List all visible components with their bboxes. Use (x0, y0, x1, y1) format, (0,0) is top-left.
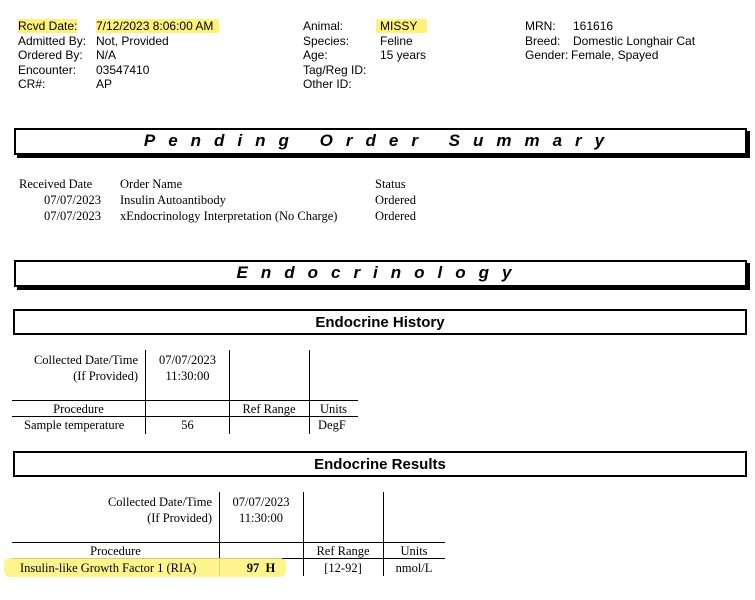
mrn-value: 161616 (573, 19, 614, 33)
rcvd-date-value: 7/12/2023 8:06:00 AM (96, 19, 219, 33)
admitted-by-label: Admitted By: (18, 34, 87, 48)
collected-label: Collected Date/Time (33, 353, 138, 367)
cr-value: AP (96, 77, 113, 91)
procedure-header: Procedure (53, 402, 104, 416)
endocrinology-title: Endocrinology (236, 263, 525, 282)
animal-value: MISSY (376, 19, 427, 33)
gender-label: Gender: (525, 48, 569, 62)
collected-date: 07/07/2023 (232, 495, 290, 509)
age-label: Age: (303, 48, 328, 62)
collected-date: 07/07/2023 (159, 353, 216, 367)
pending-row-status: Ordered (375, 209, 416, 223)
rcvd-date-label: Rcvd Date: (18, 19, 78, 33)
result-value-flag: 97 H (246, 561, 276, 575)
cr-label: CR#: (18, 77, 46, 91)
table-divider (309, 350, 310, 434)
ordered-by-label: Ordered By: (18, 48, 83, 62)
species-label: Species: (303, 34, 350, 48)
pending-row-status: Ordered (375, 193, 416, 207)
if-provided-label: (If Provided) (73, 369, 138, 383)
pending-row-name: Insulin Autoantibody (120, 193, 226, 207)
ref-range-header: Ref Range (242, 402, 296, 416)
pending-row-name: xEndocrinology Interpretation (No Charge) (120, 209, 338, 223)
gender-value: Female, Spayed (571, 48, 659, 62)
received-date-header: Received Date (19, 177, 93, 191)
endocrine-history-banner (13, 309, 747, 335)
endocrine-results-title: Endocrine Results (314, 456, 446, 473)
table-rule (12, 542, 445, 543)
units-header: Units (400, 544, 428, 558)
if-provided-label: (If Provided) (147, 511, 212, 525)
procedure-header: Procedure (90, 544, 141, 558)
value-cell: 56 (181, 418, 194, 432)
ref-range-cell: [12-92] (324, 561, 362, 575)
species-value: Feline (380, 34, 413, 48)
encounter-label: Encounter: (18, 63, 77, 77)
pending-order-banner (14, 128, 747, 155)
admitted-by-value: Not, Provided (96, 34, 169, 48)
units-cell: nmol/L (395, 561, 433, 575)
encounter-value: 03547410 (96, 63, 150, 77)
mrn-label: MRN: (525, 19, 556, 33)
order-name-header: Order Name (120, 177, 183, 191)
pending-row-date: 07/07/2023 (44, 209, 101, 223)
breed-label: Breed: (525, 34, 561, 48)
ref-range-header: Ref Range (316, 544, 370, 558)
animal-label: Animal: (303, 19, 344, 33)
table-divider (229, 350, 230, 434)
endocrinology-banner (14, 260, 747, 287)
endocrine-results-banner (13, 451, 747, 477)
collected-time: 11:30:00 (239, 511, 283, 525)
breed-value: Domestic Longhair Cat (573, 34, 696, 48)
units-header: Units (319, 402, 348, 416)
status-header: Status (375, 177, 406, 191)
collected-label: Collected Date/Time (107, 495, 212, 509)
endocrine-history-title: Endocrine History (315, 314, 445, 331)
tag-reg-label: Tag/Reg ID: (303, 63, 367, 77)
age-value: 15 years (380, 48, 427, 62)
procedure-cell: Sample temperature (24, 418, 125, 432)
ordered-by-value: N/A (96, 48, 117, 62)
units-cell: DegF (318, 418, 346, 432)
pending-row-date: 07/07/2023 (44, 193, 101, 207)
procedure-cell: Insulin-like Growth Factor 1 (RIA) (20, 561, 197, 575)
table-rule (12, 400, 358, 401)
pending-order-title: Pending Order Summary (143, 131, 618, 150)
other-id-label: Other ID: (303, 77, 352, 91)
collected-time: 11:30:00 (165, 369, 210, 383)
